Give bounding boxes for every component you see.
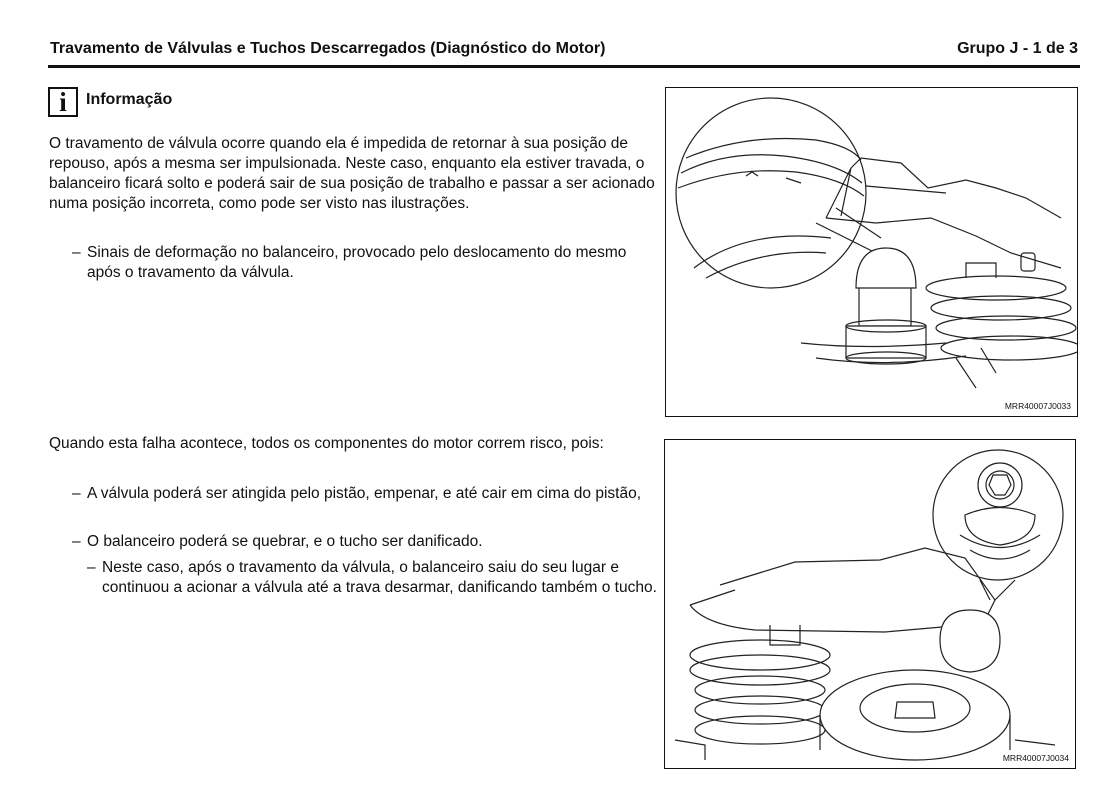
paragraph-risk: Quando esta falha acontece, todos os componentes do motor correm risco, pois: [49, 435, 604, 452]
rocker-arm-illustration [666, 88, 1078, 417]
bullet-dash: – [72, 533, 81, 550]
list-item [72, 484, 662, 504]
page-title: Travamento de Válvulas e Tuchos Descarregados (Diagnóstico do Motor) [50, 40, 606, 57]
bullet-text: Neste caso, após o travamento da válvula, o balanceiro saiu do seu lugar e continuou a acionar a válvula até a trava desarmar, danificando também o tucho. [102, 559, 657, 596]
list-item [72, 532, 662, 552]
info-icon [48, 87, 78, 117]
bullet-dash: – [87, 559, 96, 576]
figure-rocker-arm-tappet-damage [664, 439, 1076, 769]
info-heading: Informação [86, 91, 173, 108]
bullet-dash: – [72, 485, 81, 502]
figure-rocker-arm-deformation [665, 87, 1078, 417]
list-item [87, 558, 662, 598]
figure-code: MRR40007J0034 [1002, 753, 1069, 763]
tappet-damage-illustration [665, 440, 1076, 769]
info-icon-glyph: i [59, 86, 67, 117]
page-group-number: Grupo J - 1 de 3 [957, 40, 1078, 57]
figure-code: MRR40007J0033 [1004, 401, 1071, 411]
bullet-text: O balanceiro poderá se quebrar, e o tucho ser danificado. [87, 533, 483, 550]
page-header [48, 38, 1080, 68]
bullet-text: A válvula poderá ser atingida pelo pistão, empenar, e até cair em cima do pistão, [87, 485, 642, 502]
bullet-dash: – [72, 244, 81, 261]
list-item [72, 243, 662, 283]
bullet-text: Sinais de deformação no balanceiro, provocado pelo deslocamento do mesmo após o travamento da válvula. [87, 244, 627, 281]
paragraph-intro: O travamento de válvula ocorre quando ela é impedida de retornar à sua posição de repouso, após a mesma ser impulsionada. Neste caso, enquanto ela estiver travada, o balanceiro ficará solto e poderá sair de sua posição de trabalho e passar a ser acionado numa posição incorreta, como pode ser visto nas ilustrações. [49, 135, 655, 212]
